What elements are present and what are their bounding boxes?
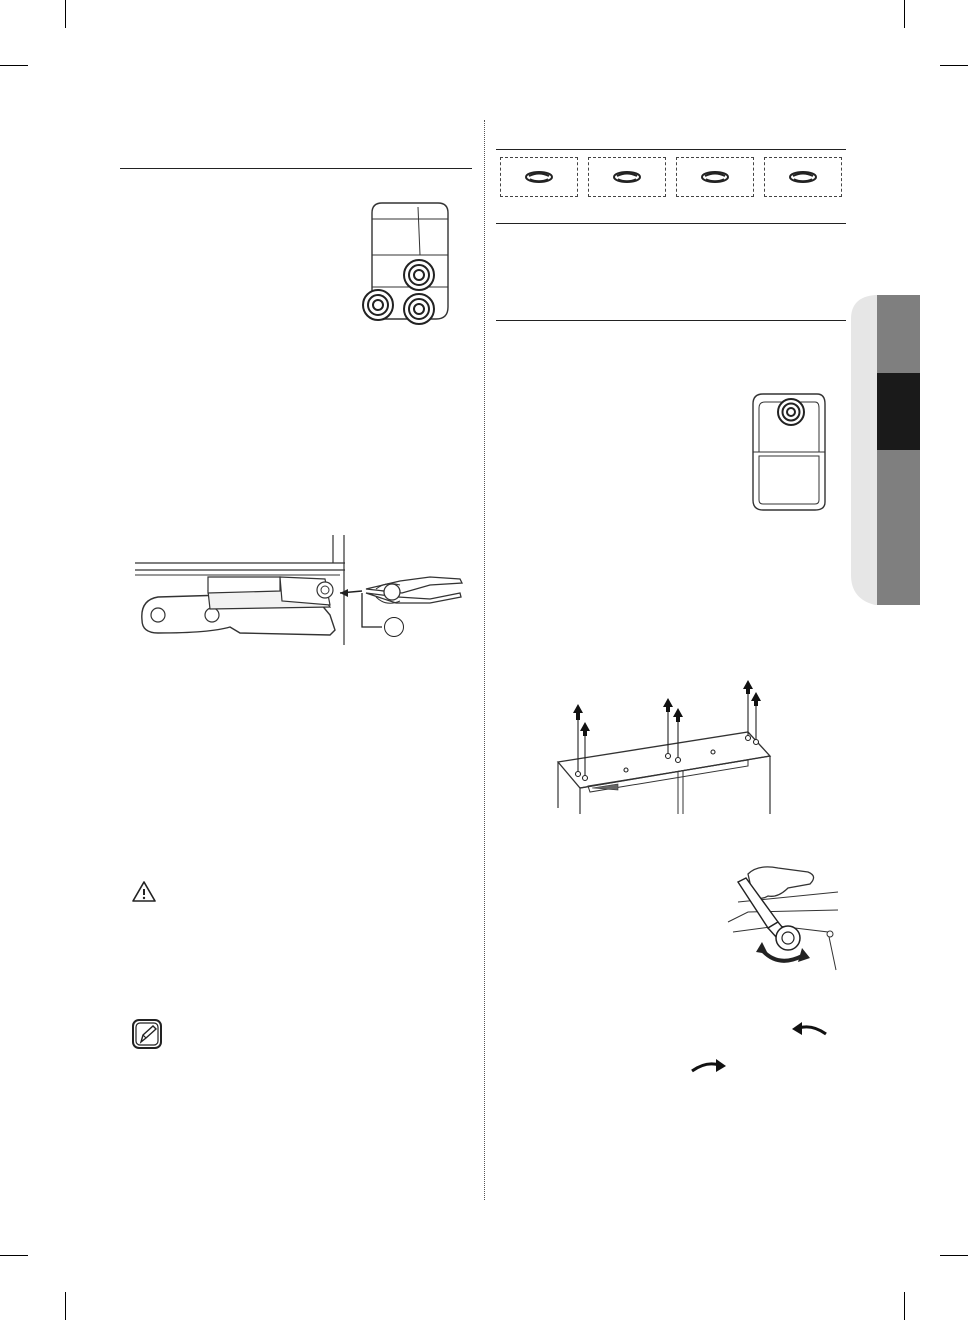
clockwise-arrow-icon [690, 1057, 728, 1075]
screw-glyph-icon [524, 170, 554, 184]
note-pencil-icon [131, 1018, 163, 1050]
part-box [764, 157, 842, 197]
hinge-callout-label [384, 617, 404, 637]
crop-mark [0, 65, 28, 66]
top-cover-screws-illustration [548, 676, 780, 816]
side-tabs [845, 295, 920, 605]
section-rule [496, 320, 846, 321]
crop-mark [904, 0, 905, 28]
section-rule [496, 149, 846, 150]
part-box [500, 157, 578, 197]
screw-glyph-icon [788, 170, 818, 184]
crop-mark [65, 0, 66, 28]
hinge-pliers-illustration [130, 535, 465, 650]
fridge-top-marker-illustration [745, 390, 830, 515]
column-divider [484, 120, 485, 1200]
crop-mark [0, 1255, 28, 1256]
crop-mark [940, 1255, 968, 1256]
warning-triangle-icon [132, 880, 156, 904]
part-box [676, 157, 754, 197]
counterclockwise-arrow-icon [790, 1020, 828, 1038]
fridge-three-markers-illustration [358, 195, 458, 330]
hex-wrench-adjustment-illustration [718, 862, 843, 977]
screw-glyph-icon [612, 170, 642, 184]
crop-mark [904, 1292, 905, 1320]
screw-glyph-icon [700, 170, 730, 184]
section-rule [120, 168, 472, 169]
section-rule [496, 223, 846, 224]
crop-mark [940, 65, 968, 66]
part-box [588, 157, 666, 197]
crop-mark [65, 1292, 66, 1320]
